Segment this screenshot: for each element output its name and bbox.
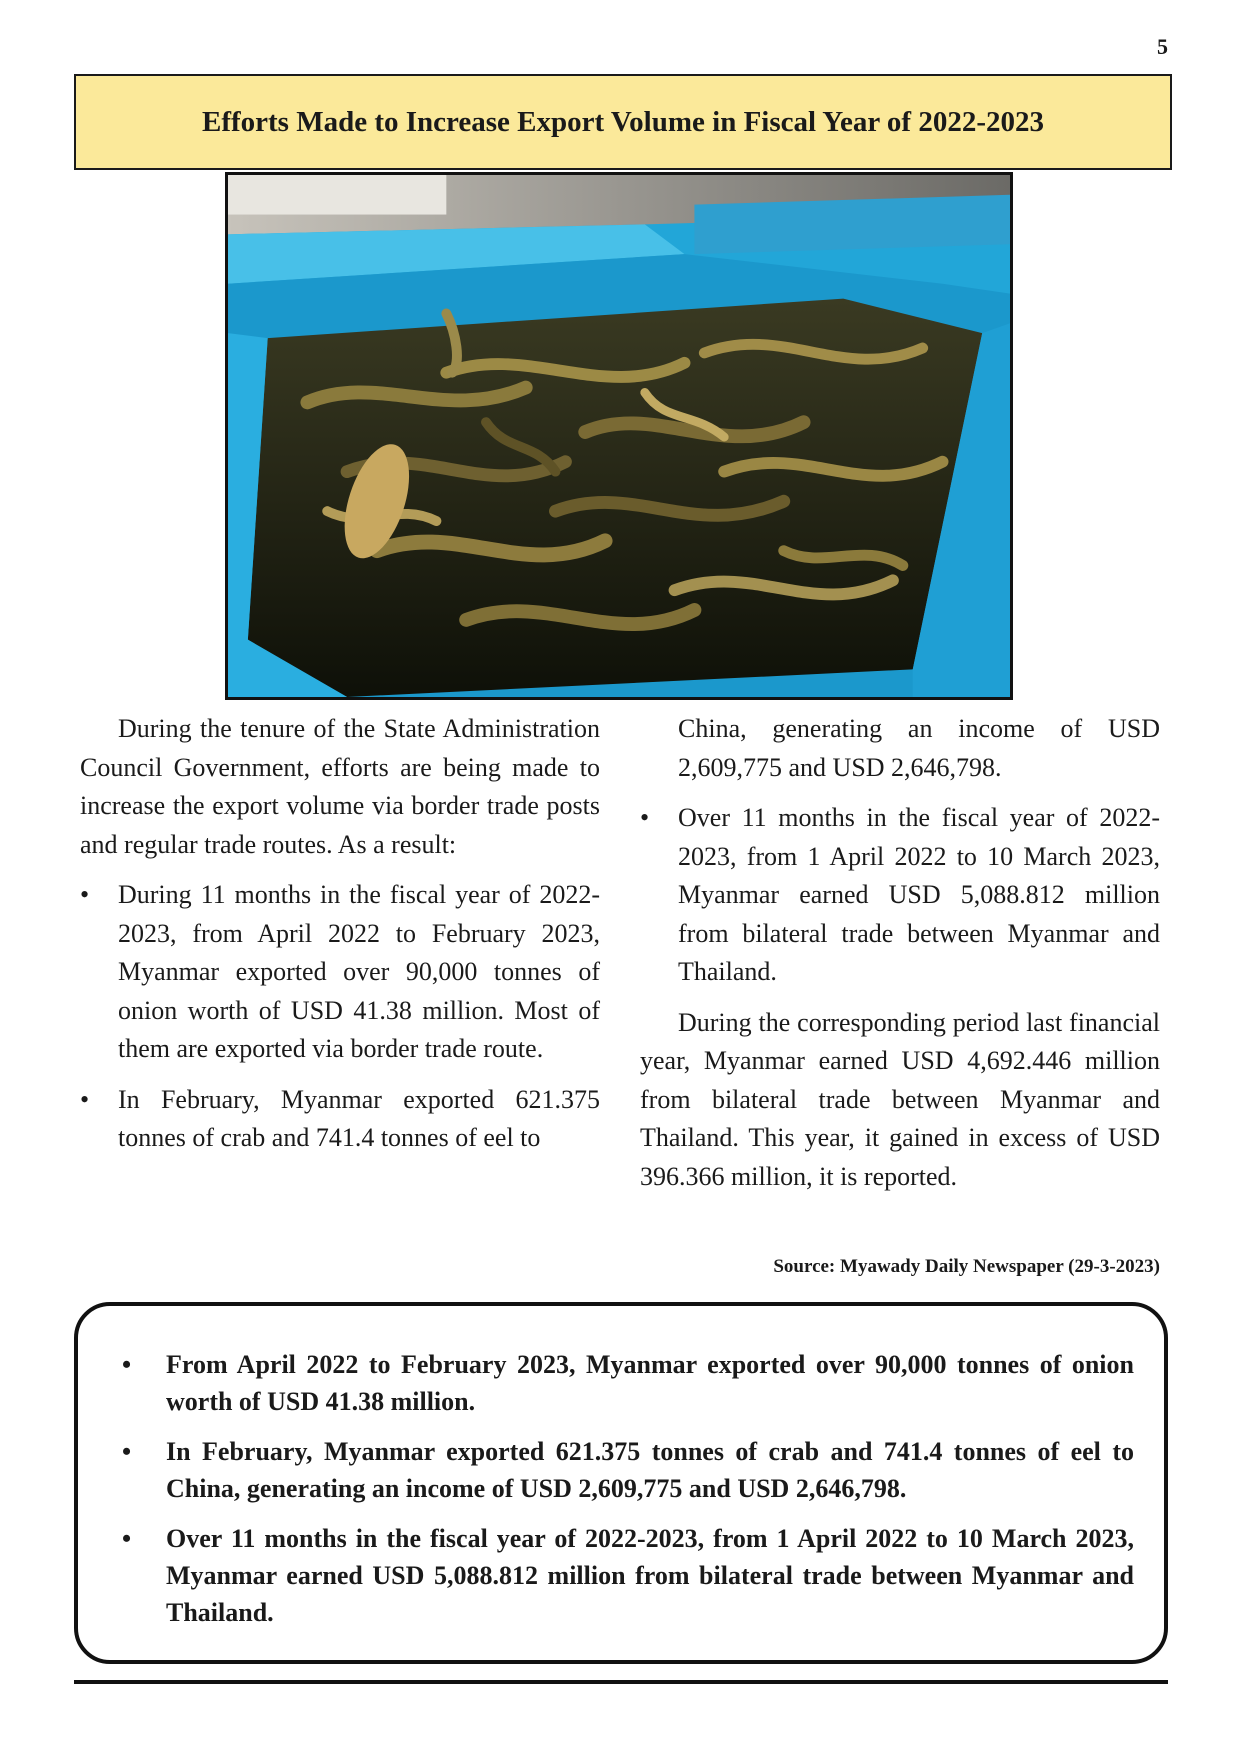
left-bullet-list — [80, 876, 600, 1158]
source-citation: Source: Myawady Daily Newspaper (29-3-2023) — [773, 1256, 1160, 1277]
bullet-crab-eel-continuation: China, generating an income of USD 2,609,775 and USD 2,646,798. — [678, 714, 1160, 782]
bullet-crab-eel-exports: • In February, Myanmar exported 621.375 tonnes of crab and 741.4 tonnes of eel to — [80, 1081, 600, 1158]
right-bullet-list — [640, 710, 1160, 992]
summary-item: • Over 11 months in the fiscal year of 2022-2023, from 1 April 2022 to 10 March 2023, Myanmar earned USD 5,088.812 million from bilateral trade between Myanmar and Thailand. — [108, 1520, 1134, 1631]
summary-item: • From April 2022 to February 2023, Myanmar exported over 90,000 tonnes of onion worth of USD 41.38 million. — [108, 1346, 1134, 1420]
intro-paragraph: During the tenure of the State Administration Council Government, efforts are being made to increase the export volume via border trade posts and regular trade routes. As a result: — [80, 714, 600, 859]
summary-list — [108, 1346, 1134, 1631]
bullet-thailand-trade: • Over 11 months in the fiscal year of 2022-2023, from 1 April 2022 to 10 March 2023, Myanmar earned USD 5,088.812 million from bilateral trade between Myanmar and Thailand. — [640, 799, 1160, 992]
summary-item: • In February, Myanmar exported 621.375 tonnes of crab and 741.4 tonnes of eel to China, generating an income of USD 2,609,775 and USD 2,646,798. — [108, 1433, 1134, 1507]
title-banner — [74, 74, 1172, 170]
left-column — [80, 710, 600, 1170]
eel-tank-photo — [225, 172, 1013, 700]
page-number: 5 — [1157, 34, 1168, 59]
bottom-divider — [74, 1680, 1168, 1684]
closing-paragraph: During the corresponding period last financial year, Myanmar earned USD 4,692.446 million from bilateral trade between Myanmar and Thailand. This year, it gained in excess of USD 396.366 million, it is reported. — [640, 1007, 1160, 1191]
eel-tank-illustration — [228, 175, 1010, 697]
summary-box — [74, 1302, 1168, 1664]
right-column — [640, 710, 1160, 1208]
bullet-onion-exports: • During 11 months in the fiscal year of 2022-2023, from April 2022 to February 2023, Myanmar exported over 90,000 tonnes of onion worth of USD 41.38 million. Most of them are exported via border trade route. — [80, 876, 600, 1069]
page-title: Efforts Made to Increase Export Volume in Fiscal Year of 2022-2023 — [202, 105, 1044, 138]
